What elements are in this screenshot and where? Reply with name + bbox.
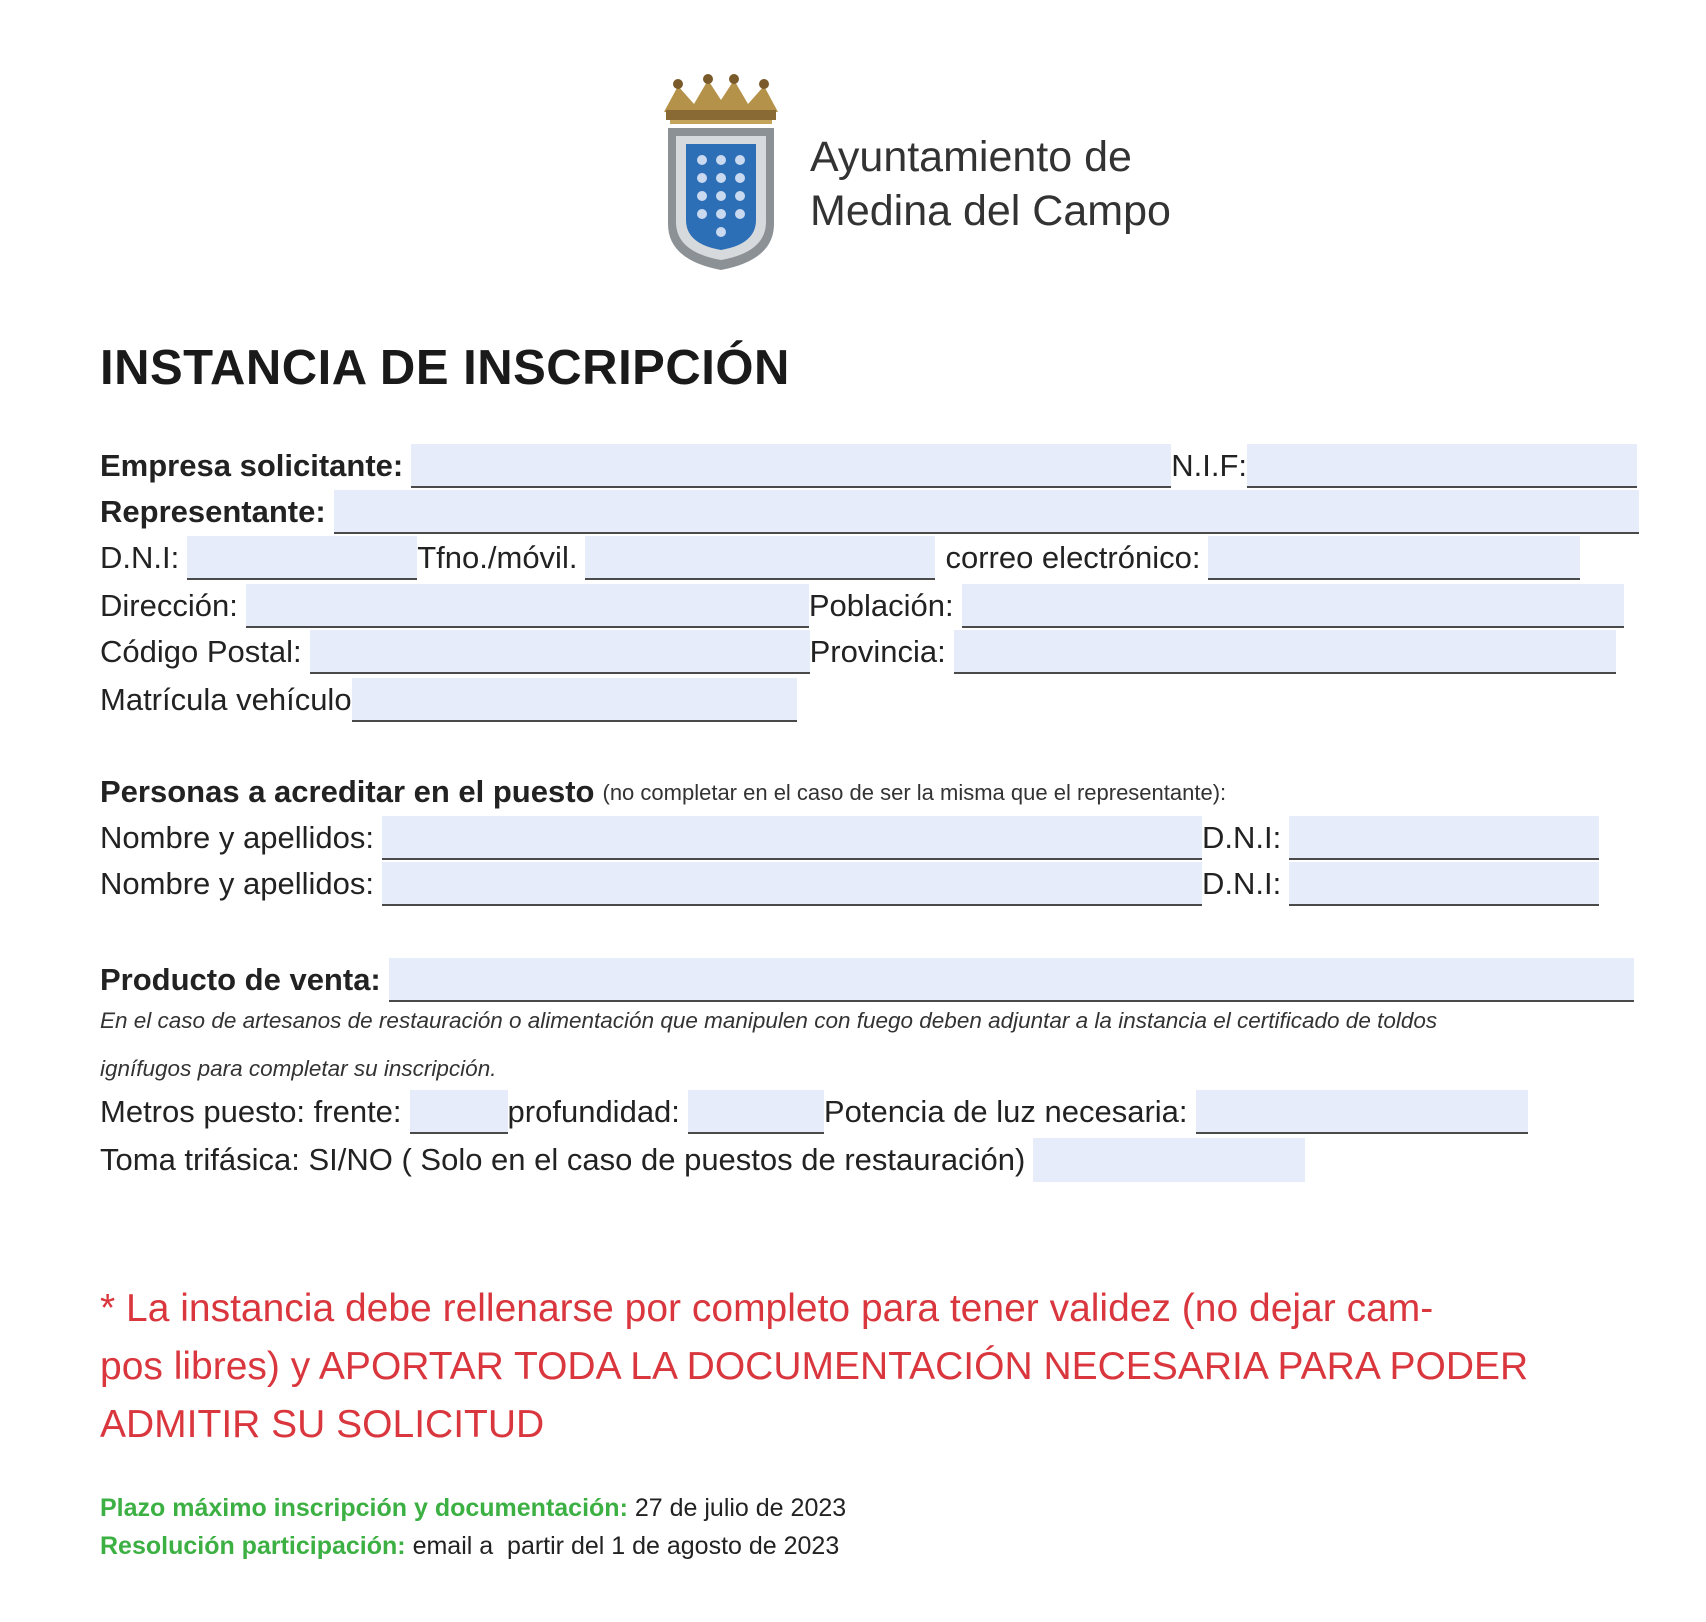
- producto-label: Producto de venta:: [100, 962, 381, 997]
- row-contacto: [100, 534, 1680, 580]
- provincia-label: Provincia:: [809, 634, 946, 669]
- row-empresa: [100, 442, 1680, 488]
- warning-line-1: * La instancia debe rellenarse por completo para tener validez (no dejar cam-: [100, 1287, 1434, 1330]
- persona-1-name-label: Nombre y apellidos:: [100, 820, 374, 855]
- poblacion-label: Población:: [808, 588, 954, 623]
- producto-note-line-1: En el caso de artesanos de restauración o alimentación que manipulen con fuego deben adjuntar a la instancia el certificado de toldos: [100, 1008, 1438, 1033]
- organization-name: [810, 130, 1171, 238]
- provincia-field[interactable]: [954, 630, 1616, 674]
- matricula-label: Matrícula vehículo: [100, 682, 352, 717]
- matricula-field[interactable]: [352, 678, 797, 722]
- producto-field[interactable]: [389, 958, 1634, 1002]
- profundidad-label: profundidad:: [507, 1094, 680, 1129]
- direccion-field[interactable]: [246, 584, 809, 628]
- persona-2-dni-field[interactable]: [1289, 862, 1599, 906]
- dni-label: D.N.I:: [100, 540, 180, 575]
- personas-note: (no completar en el caso de ser la misma que el representante):: [602, 780, 1227, 805]
- direccion-label: Dirección:: [100, 588, 238, 623]
- row-direccion: [100, 582, 1680, 628]
- form-title: INSTANCIA DE INSCRIPCIÓN: [100, 341, 790, 395]
- trifasica-label: Toma trifásica: SI/NO ( Solo en el caso de puestos de restauración): [100, 1142, 1026, 1177]
- row-persona-1: [100, 814, 1680, 860]
- profundidad-field[interactable]: [688, 1090, 824, 1134]
- row-codigo-postal: [100, 628, 1680, 674]
- nif-label: N.I.F:: [1171, 448, 1247, 483]
- org-line-2: Medina del Campo: [810, 187, 1171, 235]
- dni-field[interactable]: [187, 536, 417, 580]
- poblacion-field[interactable]: [962, 584, 1624, 628]
- nif-field[interactable]: [1247, 444, 1637, 488]
- warning-line-2: pos libres) y APORTAR TODA LA DOCUMENTACIÓN NECESARIA PARA PODER: [100, 1345, 1529, 1388]
- shield-crown-icon: [656, 74, 786, 274]
- row-representante: [100, 488, 1680, 534]
- email-field[interactable]: [1208, 536, 1580, 580]
- cp-label: Código Postal:: [100, 634, 302, 669]
- tfno-field[interactable]: [585, 536, 935, 580]
- personas-heading: Personas a acreditar en el puesto: [100, 774, 595, 809]
- potencia-field[interactable]: [1196, 1090, 1528, 1134]
- frente-label: Metros puesto: frente:: [100, 1094, 402, 1129]
- persona-1-dni-field[interactable]: [1289, 816, 1599, 860]
- resolucion-label: Resolución participación:: [100, 1532, 406, 1560]
- persona-2-name-field[interactable]: [382, 862, 1202, 906]
- producto-note-line-2: ignífugos para completar su inscripción.: [100, 1056, 497, 1081]
- resolucion-value: email a partir del 1 de agosto de 2023: [412, 1532, 840, 1560]
- row-producto: [100, 956, 1680, 1002]
- representante-field[interactable]: [334, 490, 1639, 534]
- row-matricula: [100, 676, 1680, 722]
- plazo-value: 27 de julio de 2023: [634, 1494, 847, 1522]
- persona-2-dni-label: D.N.I:: [1201, 866, 1282, 901]
- plazo-label: Plazo máximo inscripción y documentación:: [100, 1494, 628, 1522]
- coat-of-arms-logo: [656, 74, 786, 274]
- trifasica-field[interactable]: [1033, 1138, 1305, 1182]
- tfno-label: Tfno./móvil.: [417, 540, 578, 575]
- codigo-postal-field[interactable]: [310, 630, 810, 674]
- org-line-1: Ayuntamiento de: [810, 133, 1132, 181]
- persona-1-name-field[interactable]: [382, 816, 1202, 860]
- resolucion-line: [100, 1532, 839, 1561]
- plazo-line: [100, 1494, 846, 1523]
- warning-notice: [100, 1280, 1660, 1454]
- row-persona-2: [100, 860, 1680, 906]
- row-metros: [100, 1088, 1680, 1134]
- potencia-label: Potencia de luz necesaria:: [823, 1094, 1188, 1129]
- row-personas-heading: [100, 768, 1680, 814]
- representante-label: Representante:: [100, 494, 326, 529]
- empresa-field[interactable]: [411, 444, 1171, 488]
- empresa-label: Empresa solicitante:: [100, 448, 404, 483]
- persona-1-dni-label: D.N.I:: [1201, 820, 1282, 855]
- email-label: correo electrónico:: [945, 540, 1201, 575]
- frente-field[interactable]: [410, 1090, 508, 1134]
- row-trifasica: [100, 1136, 1680, 1182]
- persona-2-name-label: Nombre y apellidos:: [100, 866, 374, 901]
- warning-line-3: ADMITIR SU SOLICITUD: [100, 1403, 545, 1446]
